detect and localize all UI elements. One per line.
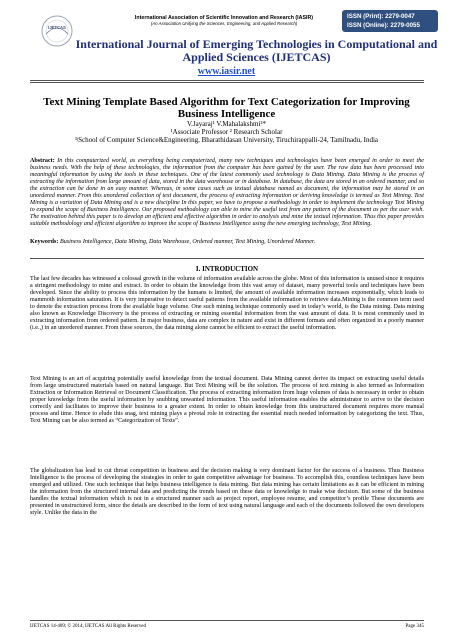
issn-box (342, 10, 438, 32)
issn-print: ISSN (Print): 2279-0047 (347, 13, 415, 20)
abstract-label: Abstract: (30, 158, 55, 164)
section-heading: I. INTRODUCTION (195, 265, 259, 273)
footer-divider (30, 620, 424, 621)
keywords (30, 239, 424, 246)
header-divider-2 (30, 82, 424, 83)
header-divider (30, 80, 424, 81)
author-affiliation: ¹ʲSchool of Computer Science&Engineering, Bharathidasan University, Tiruchirappalli-24, Tamilnadu, India (74, 136, 379, 144)
paragraph: The globalization has lead to cut throat competition in business and the decision making is very dominant factor for the success of a business. Thus Business Intelligence is the process of developing the strategies in order to gain competitive advantage for business. To accomplish this, countless techniques have been emerged and utilized. One such technique that helps business intelligence is data mining. But data mining has certain limitations as it can be efficient in mining the information from the structured internal data and predicting the trends based on these data or knowledge to make wise decision. But some of the business handles the textual information which is not in a structured manner such as project report, employee resume, and competitor’s profile These documents are presented in unstructured form, since the details are described in the form of text using natural language and each of the documents followed the own developers style. Unlike the data in the (30, 468, 424, 516)
keywords-label: Keywords: (30, 239, 59, 245)
page-number: Page 345 (405, 624, 424, 629)
footer-copyright: IJETCAS 14-409; © 2014, IJETCAS All Rights Reserved (30, 624, 147, 629)
paper-title: Text Mining Template Based Algorithm for Text Categorization for Improving Business Intelligence (43, 96, 410, 120)
association-name: International Association of Scientific Innovation and Research (IASIR) (134, 15, 314, 21)
journal-url-link[interactable]: www.iasir.net (197, 66, 256, 77)
association-block (118, 15, 330, 26)
issn-online: ISSN (Online): 2279-0055 (347, 22, 420, 29)
author-roles: ¹Associate Professor ² Research Scholar (170, 128, 283, 136)
paragraph: The last few decades has witnessed a colossal growth in the volume of information available across the globe. Most of this information is unused since it requires a stringent methodology to mine and extract. In order to obtain the knowledge from this vast array of dataset, many powerful tools and techniques have been developed. Since the ability to process this information by the humans is limited, the amount of available information increases exponentially, which leads to mammoth information saturation. It is very imperative to detect useful patterns from the available information to retrieve data.Mining is the common term used to denote the extraction process from the available huge volume. One such mining technique commonly used in today’s world, is the Data mining. Data mining also known as Knowledge Discovery is the process of extracting or mining essential information from the vast amount of data. It is most commonly used in extracting information from ordered pattern. In major business, data are complex in nature and exist in different formats and often organized in a poorly manner (i.e.,) in an unordered manner. From these sources, the data mining alone cannot be efficient to extract the useful information. (30, 276, 424, 331)
author-names: V.Jayaraj¹ V.Mahalakshmi²* (186, 120, 267, 128)
author-block (30, 120, 423, 144)
journal-header (0, 0, 453, 90)
paragraph: Text Mining is an art of acquiring potentially useful knowledge from the textual document. Data Mining cannot derive its impact on extracting useful details from large unstructured materials based on natural language. But Text Mining will be the solution. The process of text mining is also termed as Information Extraction or Information Retrieval or Document Classification. The process of extracting information from huge volumes of data is necessary in order to obtain proper knowledge from the useful information by snubbing unwanted information. This useful information enables the administrator to arrive to the decision correctly and facilitates to improve their business to a greater extent. In order to obtain knowledge from this unstructured document requires more manual process and time. Hence to elude this snag, text mining plays a pivotal role in extracting the essential much needed information by categorizing the text. Thus, Text Mining can be also termed as “Categorization of Texts”. (30, 376, 424, 424)
keywords-text: Business Intelligence, Data Mining, Data Warehouse, Ordered manner, Text Mining, Unordered Manner. (59, 239, 316, 245)
keywords-divider (30, 258, 424, 259)
journal-title: International Journal of Emerging Technologies in Computational and Applied Sciences (IJETCAS) (75, 37, 438, 64)
logo-text: IJETCAS (48, 25, 66, 30)
abstract-text: In this computerized world, as everything being computerized, many new techniques and technologies have been emerged in order to meet the business needs. With the help of these technologies, the information from the computer has been gained by the user. The raw data has been processed into meaningful information by using the tools in these techniques. One of the latest commonly used technology is Data Mining. Data Mining is the process of extracting the information from large amount of data, stored in the data warehouse or in database. In database, the data are stored in an ordered manner, and so the extraction can be done in an easy manner. Whereas, in some cases such as textual database named as document, the information may be stored in an unordered manner. From this unordered collection of text document, the process of extracting information or deriving knowledge is termed as Text Mining. Text Mining is a variation of Data Mining and is a new discipline In this paper, we have to propose a methodology in order to implement the technology Text Mining to expand the scope of Business Intelligence. Our proposed methodology can able to mine the useful text from any pattern of the document as per the user wish. The motivation behind this paper is to develop an efficient and effective algorithm in order to analysis and mine the textual information. Thus this paper provides suitable methodology and efficient algorithm to improve the scope of Business Intelligence using the new emerging technology, Text Mining. (30, 158, 424, 227)
association-subtitle: (An Association Unifying the Sciences, Engineering, and Applied Research) (150, 21, 298, 26)
abstract (30, 158, 424, 228)
